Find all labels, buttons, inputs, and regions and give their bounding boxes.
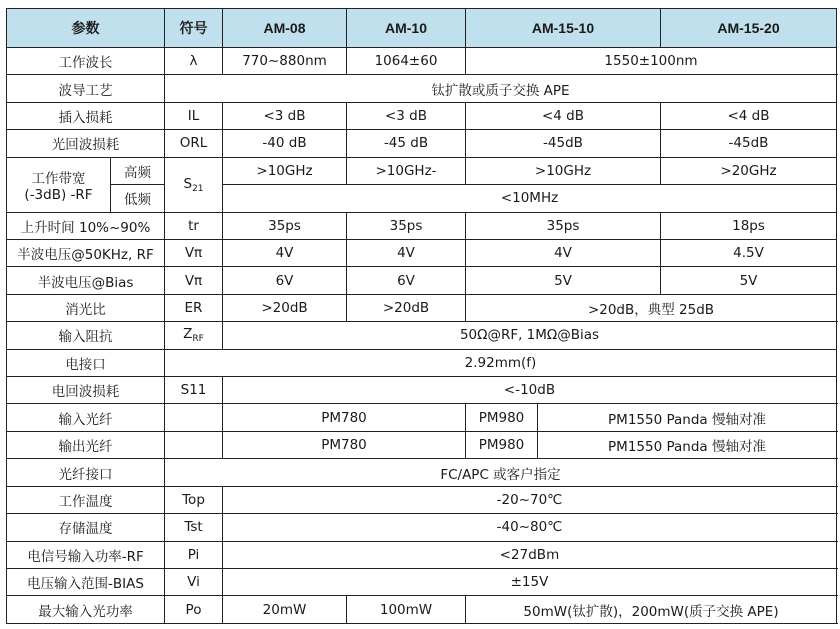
cell-am15-10: <4 dB bbox=[466, 102, 661, 129]
row-rise-time bbox=[7, 212, 837, 239]
row-label: 电回波损耗 bbox=[7, 377, 165, 404]
header-am08: AM-08 bbox=[223, 9, 347, 48]
cell-all: FC/APC 或客户指定 bbox=[165, 459, 837, 486]
row-connector bbox=[7, 349, 837, 376]
row-symbol: tr bbox=[165, 212, 223, 239]
row-bias-range bbox=[7, 569, 837, 596]
cell-am08: 35ps bbox=[223, 212, 347, 239]
symbol-main: Z bbox=[183, 326, 193, 343]
row-symbol: Vi bbox=[165, 569, 223, 596]
row-operating-temp bbox=[7, 486, 837, 513]
cell-am15: PM1550 Panda 慢轴对准 bbox=[538, 404, 837, 431]
cell-am08: >10GHz bbox=[223, 157, 347, 184]
row-storage-temp bbox=[7, 514, 837, 541]
row-process bbox=[7, 75, 837, 102]
row-symbol: IL bbox=[165, 102, 223, 129]
header-am15-20: AM-15-20 bbox=[661, 9, 837, 48]
header-am15-10: AM-15-10 bbox=[466, 9, 661, 48]
row-vpi-bias bbox=[7, 267, 837, 294]
cell-am10: 35ps bbox=[347, 212, 466, 239]
row-symbol: ORL bbox=[165, 130, 223, 157]
row-optical-power bbox=[7, 596, 837, 624]
cell-am15-20: -45dB bbox=[661, 130, 837, 157]
row-symbol bbox=[165, 322, 223, 349]
cell-am08: PM780 bbox=[223, 404, 466, 431]
row-label: 插入损耗 bbox=[7, 102, 165, 129]
cell-am08: 6V bbox=[223, 267, 347, 294]
row-impedance bbox=[7, 322, 837, 349]
row-symbol: S11 bbox=[165, 377, 223, 404]
cell-all: -20~70℃ bbox=[223, 486, 837, 513]
cell-am10: 4V bbox=[347, 239, 466, 266]
cell-am10: 6V bbox=[347, 267, 466, 294]
cell-main: 2.92mm(f) bbox=[165, 349, 837, 376]
cell-am08: PM780 bbox=[223, 431, 466, 458]
row-orl bbox=[7, 130, 837, 157]
bandwidth-label-line2: (-3dB) -RF bbox=[24, 186, 93, 203]
cell-am08: -40 dB bbox=[223, 130, 347, 157]
cell-am10: PM980 bbox=[466, 404, 538, 431]
header-am10: AM-10 bbox=[347, 9, 466, 48]
row-rf-power bbox=[7, 541, 837, 568]
row-label: 半波电压@Bias bbox=[7, 267, 165, 294]
row-insertion-loss bbox=[7, 102, 837, 129]
header-param: 参数 bbox=[7, 9, 165, 48]
bandwidth-high-label: 高频 bbox=[111, 157, 165, 184]
row-symbol bbox=[165, 404, 223, 431]
row-bandwidth-low bbox=[7, 185, 837, 212]
row-output-fiber bbox=[7, 431, 837, 458]
row-wavelength bbox=[7, 48, 837, 75]
row-label: 半波电压@50KHz, RF bbox=[7, 239, 165, 266]
row-vpi-rf bbox=[7, 239, 837, 266]
row-label: 工作温度 bbox=[7, 486, 165, 513]
row-symbol: Top bbox=[165, 486, 223, 513]
row-label: 输出光纤 bbox=[7, 431, 165, 458]
bandwidth-low-label: 低频 bbox=[111, 185, 165, 212]
row-fiber-connector bbox=[7, 459, 837, 486]
row-label: 光回波损耗 bbox=[7, 130, 165, 157]
cell-am15-20: 4.5V bbox=[661, 239, 837, 266]
row-label: 输入光纤 bbox=[7, 404, 165, 431]
row-label: 电信号输入功率-RF bbox=[7, 541, 165, 568]
cell-all: <10MHz bbox=[223, 185, 837, 212]
cell-am08: 4V bbox=[223, 239, 347, 266]
row-symbol: Vπ bbox=[165, 239, 223, 266]
cell-am15: PM1550 Panda 慢轴对准 bbox=[538, 431, 837, 458]
cell-am15-20: >20GHz bbox=[661, 157, 837, 184]
cell-am15-20: 18ps bbox=[661, 212, 837, 239]
row-symbol: Po bbox=[165, 596, 223, 624]
header-row bbox=[7, 9, 837, 48]
row-label: 电接口 bbox=[7, 349, 165, 376]
cell-am08: 770~880nm bbox=[223, 48, 347, 75]
row-s11 bbox=[7, 377, 837, 404]
symbol-sub: RF bbox=[192, 334, 204, 345]
cell-all: -40~80℃ bbox=[223, 514, 837, 541]
cell-am08: <3 dB bbox=[223, 102, 347, 129]
cell-am15-10: 4V bbox=[466, 239, 661, 266]
cell-am10: >10GHz- bbox=[347, 157, 466, 184]
row-label: 光纤接口 bbox=[7, 459, 165, 486]
row-symbol: λ bbox=[165, 48, 223, 75]
row-input-fiber bbox=[7, 404, 837, 431]
cell-all: ±15V bbox=[223, 569, 837, 596]
row-label: 消光比 bbox=[7, 294, 165, 321]
cell-am10: PM980 bbox=[466, 431, 538, 458]
row-symbol bbox=[165, 431, 223, 458]
cell-am10: 1064±60 bbox=[347, 48, 466, 75]
cell-all: 50Ω@RF, 1MΩ@Bias bbox=[223, 322, 837, 349]
cell-all: <-10dB bbox=[223, 377, 837, 404]
bandwidth-label-line1: 工作带宽 bbox=[31, 170, 86, 187]
row-label: 输入阻抗 bbox=[7, 322, 165, 349]
symbol-sub: 21 bbox=[192, 183, 204, 194]
cell-am15-10: 5V bbox=[466, 267, 661, 294]
row-label: 上升时间 10%~90% bbox=[7, 212, 165, 239]
cell-am15-20: 5V bbox=[661, 267, 837, 294]
row-symbol: Vπ bbox=[165, 267, 223, 294]
cell-am10: <3 dB bbox=[347, 102, 466, 129]
cell-am10: >20dB bbox=[347, 294, 466, 321]
row-label: 电压输入范围-BIAS bbox=[7, 569, 165, 596]
cell-am10: -45 dB bbox=[347, 130, 466, 157]
cell-am10: 100mW bbox=[347, 596, 466, 624]
bandwidth-label bbox=[7, 157, 111, 212]
spec-table bbox=[6, 8, 837, 624]
symbol-main: S bbox=[183, 175, 193, 192]
cell-am15-10: >10GHz bbox=[466, 157, 661, 184]
row-symbol: Tst bbox=[165, 514, 223, 541]
cell-am15-20: <4 dB bbox=[661, 102, 837, 129]
cell-am15: >20dB，典型 25dB bbox=[466, 294, 837, 321]
row-er bbox=[7, 294, 837, 321]
cell-am15-10: 35ps bbox=[466, 212, 661, 239]
cell-all: 钛扩散或质子交换 APE bbox=[165, 75, 837, 102]
header-symbol: 符号 bbox=[165, 9, 223, 48]
row-label: 最大输入光功率 bbox=[7, 596, 165, 624]
row-label: 存储温度 bbox=[7, 514, 165, 541]
row-symbol: ER bbox=[165, 294, 223, 321]
cell-am15: 50mW(钛扩散)，200mW(质子交换 APE) bbox=[466, 596, 837, 624]
cell-am15: 1550±100nm bbox=[466, 48, 837, 75]
bandwidth-symbol bbox=[165, 157, 223, 212]
cell-am15-10: -45dB bbox=[466, 130, 661, 157]
cell-am08: >20dB bbox=[223, 294, 347, 321]
row-symbol: Pi bbox=[165, 541, 223, 568]
row-bandwidth-high bbox=[7, 157, 837, 184]
row-label: 波导工艺 bbox=[7, 75, 165, 102]
cell-am08: 20mW bbox=[223, 596, 347, 624]
row-label: 工作波长 bbox=[7, 48, 165, 75]
cell-all: <27dBm bbox=[223, 541, 837, 568]
